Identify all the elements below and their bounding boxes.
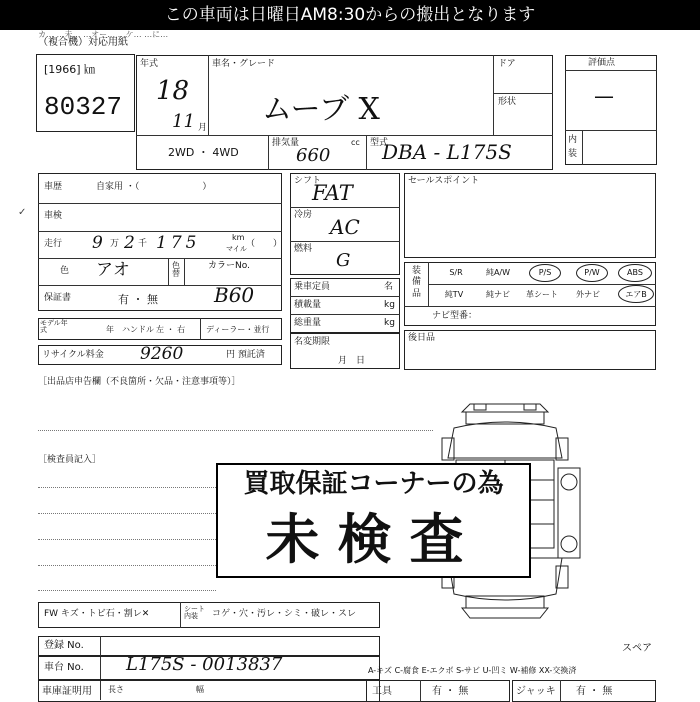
- month-value: 11: [172, 111, 195, 132]
- margin-mark: ✓: [18, 207, 27, 218]
- year-label: 年式: [140, 59, 159, 69]
- shape-label: 形状: [498, 97, 517, 107]
- drive-options: 2WD ・ 4WD: [168, 146, 239, 159]
- weight-label: 総重量: [294, 318, 322, 328]
- seat-label: シート内装: [184, 605, 205, 620]
- form-note: （複合機）対応用紙: [38, 37, 128, 48]
- after-items-label: 後日品: [408, 333, 436, 343]
- garage-cert-label: 車庫証明用: [42, 686, 92, 697]
- cc-unit: cc: [351, 138, 360, 147]
- shift-value: FAT: [312, 181, 353, 205]
- handle-label: ハンドル: [122, 325, 154, 334]
- model-label: 型式: [370, 138, 389, 148]
- equip-airbag: エアB: [625, 290, 647, 299]
- top-faded-note: カ… …未… …オー… …ケ… …に…: [38, 30, 169, 39]
- equip-alloy: 純A/W: [485, 268, 511, 277]
- km-unit: km: [232, 233, 245, 242]
- mileage-label: 走行: [44, 239, 63, 249]
- shift-label: シフト: [294, 176, 322, 186]
- recycle-label: リサイクル料金: [42, 350, 104, 360]
- seat-value: コゲ・穴・汚レ・シミ・破レ・スレ: [212, 609, 357, 619]
- color-value: アオ: [96, 260, 130, 280]
- expire-label: 名変期限: [294, 337, 331, 347]
- tools-label: 工具: [372, 686, 392, 697]
- recycle-unit: 円 預託済: [226, 350, 265, 360]
- warranty-value: 有 ・ 無: [118, 293, 158, 306]
- ac-label: 冷房: [294, 210, 313, 220]
- load-unit: kg: [384, 300, 395, 310]
- handle-value: 左 ・ 右: [156, 325, 186, 334]
- month-unit: 月: [198, 123, 208, 133]
- dealer-label: ディーラー・並行: [206, 325, 270, 334]
- jack-label: ジャッキ: [516, 686, 556, 697]
- equip-leather: 革シート: [526, 290, 558, 299]
- load-label: 積載量: [294, 300, 322, 310]
- displacement-value: 660: [296, 145, 331, 166]
- year-value: 18: [156, 76, 190, 106]
- lot-number: 80327: [44, 92, 123, 122]
- stamp-main: 未検査: [265, 508, 482, 571]
- inspector-label: ［検査員記入］: [38, 455, 102, 465]
- garage-width-label: 幅: [196, 685, 204, 694]
- navi-model-label: ナビ型番：: [432, 311, 478, 321]
- spare-label: スペア: [622, 643, 652, 654]
- chassis-label: 車台 No.: [44, 662, 84, 673]
- mileage-man: 9: [92, 233, 103, 253]
- damage-legend: A-キズ C-腐食 E-エクボ S-サビ U-凹ミ W-補修 XX-交換済: [368, 666, 577, 675]
- rating-box: [565, 55, 657, 165]
- stamp-title: 買取保証コーナーの為: [243, 469, 504, 499]
- lot-small: [1966] ㎞: [44, 63, 96, 76]
- model-year-label: モデル年式: [40, 319, 68, 334]
- unInspected-stamp: [216, 463, 531, 578]
- mileage-sen-unit: 千: [138, 239, 148, 249]
- equip-ext-navi: 外ナビ: [576, 290, 600, 299]
- sales-point-label: セールスポイント: [408, 176, 480, 186]
- tools-value: 有 ・ 無: [432, 686, 469, 697]
- fw-label: FW キズ・トビ石・割レ✕: [44, 609, 150, 619]
- mileage-rest: 175: [156, 233, 201, 253]
- capacity-label: 乗車定員: [294, 282, 331, 292]
- ac-value: AC: [330, 215, 360, 239]
- rating-value: —: [594, 84, 614, 108]
- exhibitor-note-label: ［出品店申告欄（不良箇所・欠品・注意事項等）］: [38, 377, 241, 387]
- garage-length-label: 長さ: [108, 685, 124, 694]
- colorno-value: B60: [214, 283, 255, 307]
- chassis-value: L175S - 0013837: [126, 654, 283, 675]
- year-unit: 年: [106, 325, 114, 334]
- mileage-man-unit: 万: [110, 239, 120, 249]
- fuel-value: G: [336, 250, 351, 271]
- history-label: 車歴: [44, 182, 63, 192]
- history-value: 自家用 ・（ ）: [96, 182, 212, 192]
- displacement-label: 排気量: [272, 138, 300, 148]
- equip-tv: 純TV: [444, 290, 464, 299]
- model-value: DBA - L175S: [382, 140, 512, 164]
- mileage-paren: （ ）: [246, 239, 283, 249]
- color-change-label: 色替: [172, 261, 180, 278]
- name-value: ムーブ X: [262, 92, 380, 127]
- jack-value: 有 ・ 無: [576, 686, 613, 697]
- interior-label: 内装: [568, 135, 578, 159]
- fuel-label: 燃料: [294, 244, 313, 254]
- colorno-label: カラーNo.: [208, 261, 250, 271]
- capacity-unit: 名: [384, 282, 394, 292]
- mileage-sen: 2: [124, 233, 135, 253]
- rating-label: 評価点: [588, 58, 616, 68]
- equip-abs: ABS: [627, 268, 643, 277]
- after-items-box: [404, 330, 656, 370]
- pickup-notice-banner: この車両は日曜日AM8:30からの搬出となります: [0, 0, 700, 30]
- recycle-value: 9260: [140, 344, 184, 364]
- equipment-label: 装備品: [412, 266, 422, 299]
- shaken-label: 車検: [44, 211, 63, 221]
- expire-unit: 月 日: [338, 356, 366, 366]
- warranty-label: 保証書: [44, 293, 72, 303]
- weight-unit: kg: [384, 318, 395, 328]
- equip-pw: P/W: [584, 268, 600, 277]
- equip-sr: S/R: [449, 268, 463, 277]
- registration-row: [38, 636, 380, 656]
- equip-navi: 純ナビ: [486, 290, 510, 299]
- color-label: 色: [60, 266, 70, 276]
- registration-label: 登録 No.: [44, 640, 84, 651]
- name-label: 車名・グレード: [212, 59, 276, 69]
- mile-unit: マイル: [226, 245, 247, 253]
- equip-ps: P/S: [538, 268, 552, 277]
- door-label: ドア: [498, 59, 516, 69]
